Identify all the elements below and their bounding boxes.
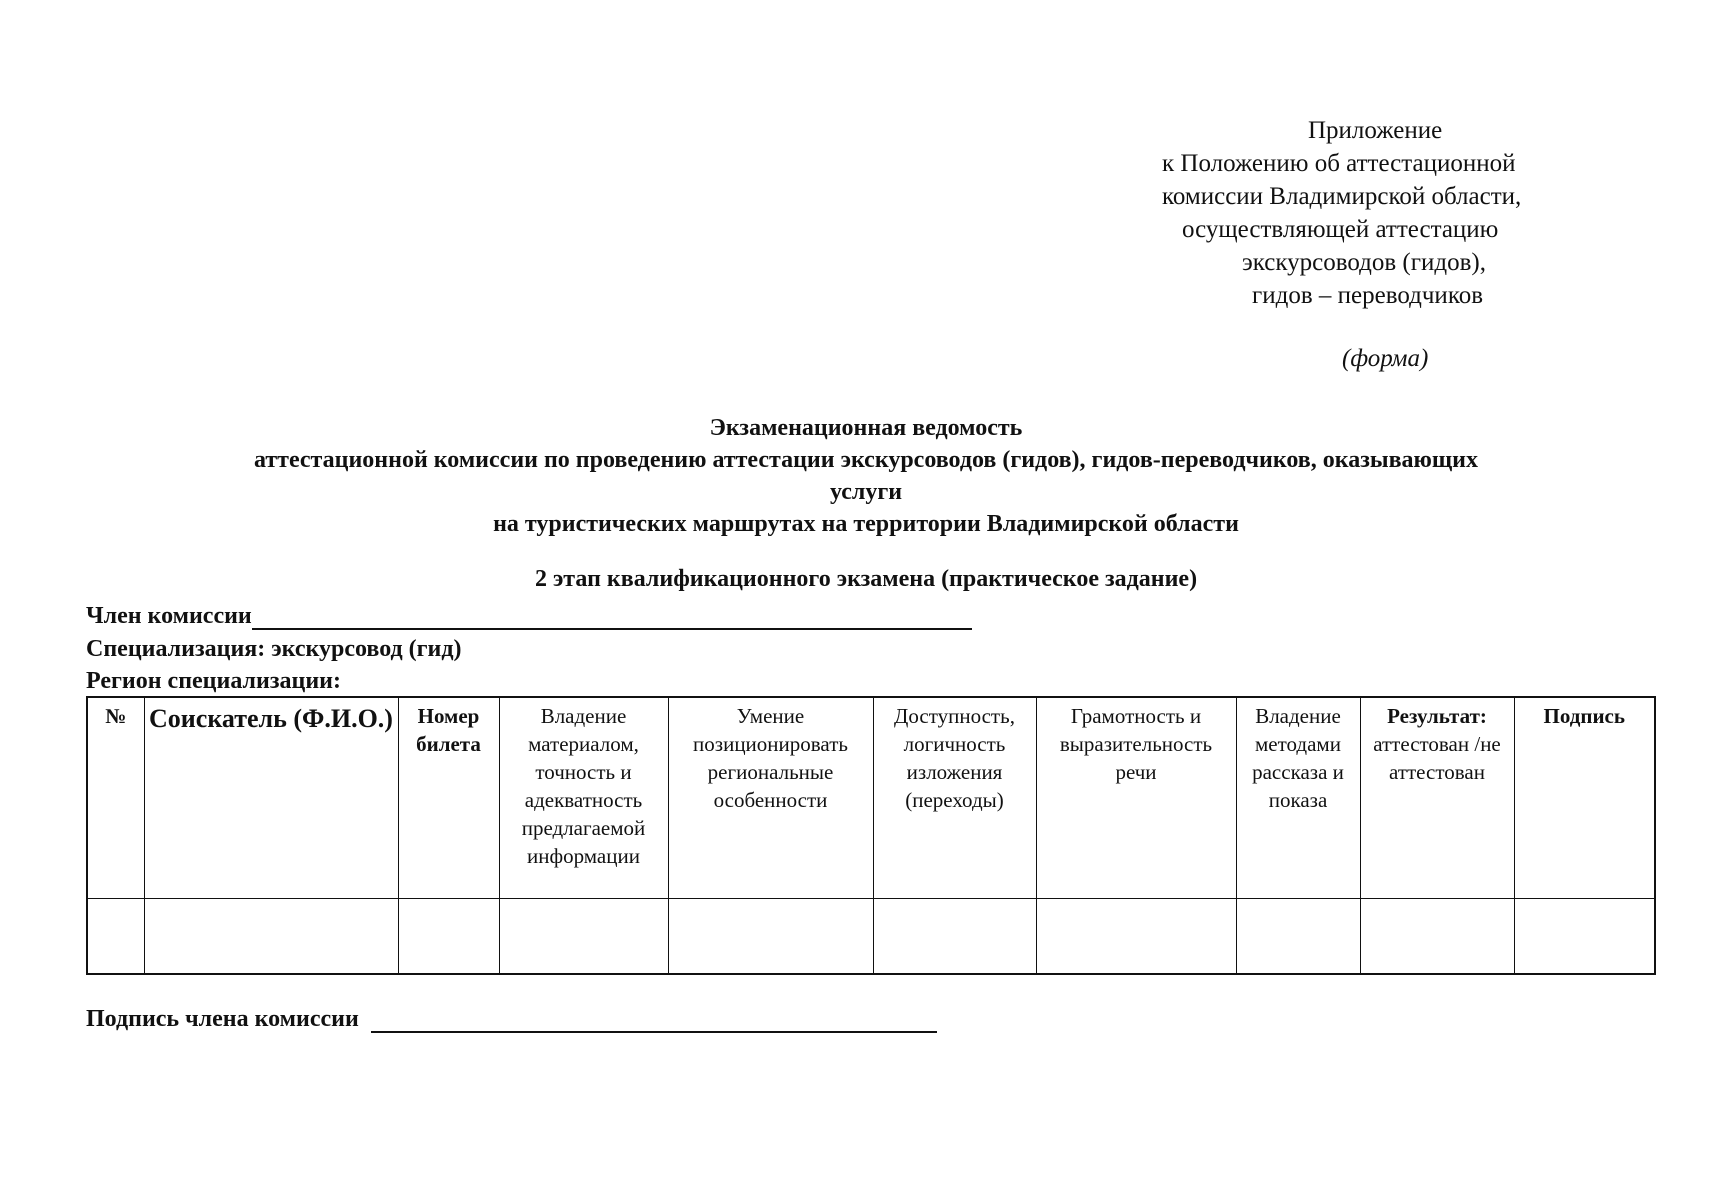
- result-options: аттестован /не аттестован: [1373, 732, 1501, 784]
- col-literacy: Грамотность и выразительность речи: [1036, 697, 1236, 899]
- document-title: [40, 412, 1692, 540]
- exam-stage: 2 этап квалификационного экзамена (практическое задание): [534, 566, 1198, 592]
- member-input-line[interactable]: [252, 606, 972, 630]
- title-line-1: Экзаменационная ведомость: [709, 415, 1023, 441]
- result-label: Результат:: [1387, 704, 1487, 728]
- col-applicant: Соискатель (Ф.И.О.): [144, 697, 398, 899]
- col-accessibility: Доступность, логичность изложения (переходы): [873, 697, 1036, 899]
- specialization-field: Специализация: экскурсовод (гид): [86, 636, 462, 662]
- annex-line-1: Приложение: [1308, 117, 1443, 144]
- annex-line-2: к Положению об аттестационной: [1162, 150, 1516, 177]
- col-methods: Владение методами рассказа и показа: [1236, 697, 1360, 899]
- cell-material[interactable]: [499, 899, 668, 975]
- cell-signature[interactable]: [1514, 899, 1655, 975]
- title-line-3: услуги: [829, 479, 903, 505]
- annex-line-5: экскурсоводов (гидов),: [1242, 249, 1486, 276]
- cell-number[interactable]: [87, 899, 144, 975]
- exam-table: [86, 696, 1656, 975]
- col-result: [1360, 697, 1514, 899]
- member-field: [86, 603, 972, 630]
- col-number: №: [87, 697, 144, 899]
- cell-applicant[interactable]: [144, 899, 398, 975]
- signature-label: Подпись члена комиссии: [86, 1006, 359, 1032]
- col-regional: Умение позиционировать региональные особенности: [668, 697, 873, 899]
- col-signature: Подпись: [1514, 697, 1655, 899]
- annex-line-3: комиссии Владимирской области,: [1162, 183, 1522, 210]
- cell-literacy[interactable]: [1036, 899, 1236, 975]
- col-material: Владение материалом, точность и адекватность предлагаемой информации: [499, 697, 668, 899]
- signature-input-line[interactable]: [371, 1009, 937, 1033]
- cell-result[interactable]: [1360, 899, 1514, 975]
- col-ticket: Номер билета: [398, 697, 499, 899]
- table-row: [87, 899, 1655, 975]
- annex-block: [1100, 114, 1600, 312]
- annex-line-6: гидов – переводчиков: [1252, 282, 1483, 309]
- cell-accessibility[interactable]: [873, 899, 1036, 975]
- form-label: (форма): [1342, 345, 1429, 372]
- cell-regional[interactable]: [668, 899, 873, 975]
- signature-field: [86, 1006, 937, 1033]
- title-line-2: аттестационной комиссии по проведению аттестации экскурсоводов (гидов), гидов-переводчиков, оказывающих: [254, 447, 1478, 473]
- region-field: Регион специализации:: [86, 668, 341, 694]
- cell-ticket[interactable]: [398, 899, 499, 975]
- annex-line-4: осуществляющей аттестацию: [1182, 216, 1499, 243]
- member-label: Член комиссии: [86, 603, 252, 629]
- cell-methods[interactable]: [1236, 899, 1360, 975]
- title-line-4: на туристических маршрутах на территории Владимирской области: [493, 511, 1239, 537]
- table-header-row: [87, 697, 1655, 899]
